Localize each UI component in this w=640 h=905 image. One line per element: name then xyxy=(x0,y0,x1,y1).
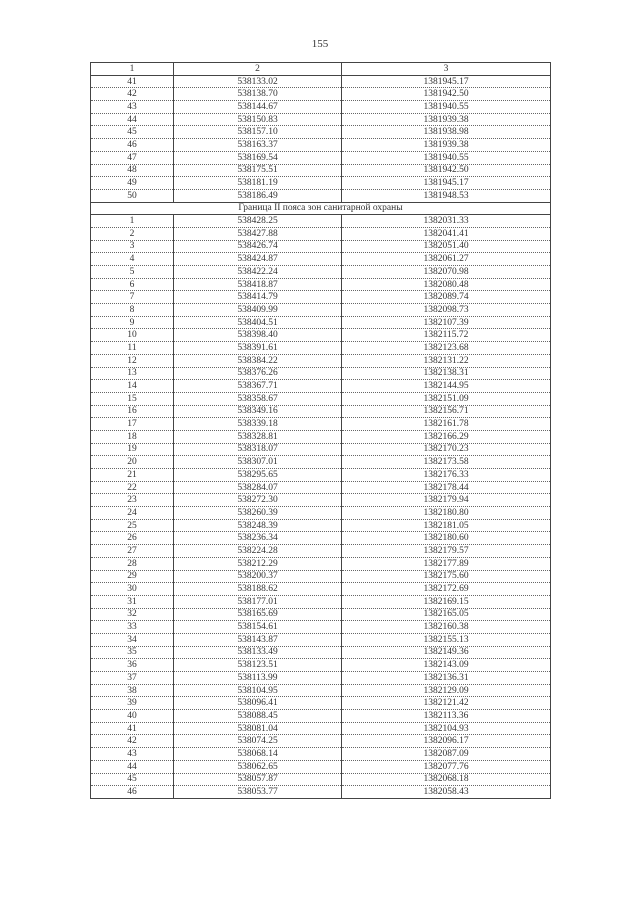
point-number: 16 xyxy=(91,405,174,418)
coordinate-x: 538422.24 xyxy=(174,266,342,279)
point-number: 17 xyxy=(91,418,174,431)
coordinate-y: 1382160.38 xyxy=(342,621,551,634)
table-row xyxy=(91,240,551,253)
table-row xyxy=(91,659,551,672)
coordinate-y: 1382156.71 xyxy=(342,405,551,418)
table-row xyxy=(91,621,551,634)
point-number: 50 xyxy=(91,189,174,202)
table-row xyxy=(91,75,551,88)
coordinate-y: 1382175.60 xyxy=(342,570,551,583)
coordinate-x: 538398.40 xyxy=(174,329,342,342)
point-number: 41 xyxy=(91,75,174,88)
table-row xyxy=(91,443,551,456)
point-number: 36 xyxy=(91,659,174,672)
point-number: 8 xyxy=(91,304,174,317)
coordinate-x: 538144.67 xyxy=(174,101,342,114)
coordinate-y: 1381939.38 xyxy=(342,139,551,152)
point-number: 45 xyxy=(91,773,174,786)
point-number: 28 xyxy=(91,557,174,570)
coordinate-x: 538349.16 xyxy=(174,405,342,418)
coordinate-y: 1382115.72 xyxy=(342,329,551,342)
coordinate-x: 538150.83 xyxy=(174,113,342,126)
coordinate-x: 538409.99 xyxy=(174,304,342,317)
section-title: Граница II пояса зон санитарной охраны xyxy=(91,202,551,215)
table-row xyxy=(91,113,551,126)
coordinate-x: 538248.39 xyxy=(174,519,342,532)
point-number: 42 xyxy=(91,735,174,748)
table-header-row xyxy=(91,63,551,76)
coordinate-x: 538328.81 xyxy=(174,430,342,443)
coordinate-y: 1382068.18 xyxy=(342,773,551,786)
coordinate-y: 1382058.43 xyxy=(342,786,551,799)
coordinate-y: 1381945.17 xyxy=(342,75,551,88)
coordinate-x: 538404.51 xyxy=(174,316,342,329)
coordinate-y: 1381938.98 xyxy=(342,126,551,139)
table-row xyxy=(91,304,551,317)
coordinate-y: 1382080.48 xyxy=(342,278,551,291)
coordinate-y: 1382180.80 xyxy=(342,507,551,520)
coordinate-x: 538138.70 xyxy=(174,88,342,101)
table-row xyxy=(91,164,551,177)
table-row xyxy=(91,722,551,735)
table-row xyxy=(91,595,551,608)
point-number: 22 xyxy=(91,481,174,494)
coordinate-y: 1382087.09 xyxy=(342,748,551,761)
point-number: 45 xyxy=(91,126,174,139)
point-number: 29 xyxy=(91,570,174,583)
point-number: 4 xyxy=(91,253,174,266)
point-number: 44 xyxy=(91,760,174,773)
point-number: 34 xyxy=(91,633,174,646)
point-number: 9 xyxy=(91,316,174,329)
coordinate-y: 1382143.09 xyxy=(342,659,551,672)
coordinate-y: 1382051.40 xyxy=(342,240,551,253)
point-number: 27 xyxy=(91,545,174,558)
point-number: 41 xyxy=(91,722,174,735)
table-row xyxy=(91,405,551,418)
table-row xyxy=(91,418,551,431)
column-header-number: 1 xyxy=(91,63,174,76)
point-number: 5 xyxy=(91,266,174,279)
coordinate-x: 538169.54 xyxy=(174,151,342,164)
point-number: 31 xyxy=(91,595,174,608)
coordinates-table xyxy=(90,62,551,799)
table-row xyxy=(91,278,551,291)
point-number: 47 xyxy=(91,151,174,164)
table-row xyxy=(91,189,551,202)
point-number: 6 xyxy=(91,278,174,291)
coordinate-y: 1382165.05 xyxy=(342,608,551,621)
table-row xyxy=(91,266,551,279)
table-row xyxy=(91,354,551,367)
coordinate-x: 538123.51 xyxy=(174,659,342,672)
coordinate-y: 1382169.15 xyxy=(342,595,551,608)
coordinate-x: 538212.29 xyxy=(174,557,342,570)
coordinate-y: 1382077.76 xyxy=(342,760,551,773)
coordinate-y: 1381942.50 xyxy=(342,164,551,177)
table-row xyxy=(91,735,551,748)
table-row xyxy=(91,227,551,240)
coordinate-y: 1382170.23 xyxy=(342,443,551,456)
point-number: 44 xyxy=(91,113,174,126)
coordinate-y: 1382031.33 xyxy=(342,215,551,228)
point-number: 11 xyxy=(91,342,174,355)
table-row xyxy=(91,748,551,761)
coordinate-y: 1382129.09 xyxy=(342,684,551,697)
coordinate-y: 1382123.68 xyxy=(342,342,551,355)
table-row xyxy=(91,126,551,139)
coordinate-x: 538284.07 xyxy=(174,481,342,494)
table-row xyxy=(91,646,551,659)
coordinate-x: 538163.37 xyxy=(174,139,342,152)
coordinate-x: 538295.65 xyxy=(174,469,342,482)
point-number: 25 xyxy=(91,519,174,532)
coordinate-y: 1382166.29 xyxy=(342,430,551,443)
coordinate-x: 538143.87 xyxy=(174,633,342,646)
coordinate-y: 1382179.57 xyxy=(342,545,551,558)
point-number: 1 xyxy=(91,215,174,228)
coordinate-y: 1382151.09 xyxy=(342,392,551,405)
coordinate-y: 1382180.60 xyxy=(342,532,551,545)
point-number: 12 xyxy=(91,354,174,367)
coordinate-x: 538133.02 xyxy=(174,75,342,88)
point-number: 26 xyxy=(91,532,174,545)
section-row xyxy=(91,202,551,215)
coordinate-x: 538074.25 xyxy=(174,735,342,748)
coordinate-y: 1382121.42 xyxy=(342,697,551,710)
table-row xyxy=(91,633,551,646)
coordinate-y: 1382089.74 xyxy=(342,291,551,304)
coordinate-x: 538260.39 xyxy=(174,507,342,520)
coordinate-x: 538236.34 xyxy=(174,532,342,545)
coordinate-x: 538367.71 xyxy=(174,380,342,393)
point-number: 37 xyxy=(91,672,174,685)
point-number: 14 xyxy=(91,380,174,393)
coordinate-x: 538307.01 xyxy=(174,456,342,469)
coordinate-x: 538358.67 xyxy=(174,392,342,405)
coordinate-y: 1381940.55 xyxy=(342,101,551,114)
table-row xyxy=(91,532,551,545)
table-row xyxy=(91,507,551,520)
coordinate-x: 538318.07 xyxy=(174,443,342,456)
table-row xyxy=(91,545,551,558)
coordinate-y: 1382070.98 xyxy=(342,266,551,279)
coordinate-x: 538272.30 xyxy=(174,494,342,507)
table-row xyxy=(91,672,551,685)
table-row xyxy=(91,430,551,443)
coordinate-x: 538224.28 xyxy=(174,545,342,558)
table-row xyxy=(91,392,551,405)
coordinate-y: 1382144.95 xyxy=(342,380,551,393)
table-row xyxy=(91,608,551,621)
table-row xyxy=(91,177,551,190)
coordinate-y: 1381942.50 xyxy=(342,88,551,101)
point-number: 7 xyxy=(91,291,174,304)
coordinate-x: 538428.25 xyxy=(174,215,342,228)
coordinate-y: 1382107.39 xyxy=(342,316,551,329)
table-row xyxy=(91,456,551,469)
table-row xyxy=(91,291,551,304)
table-row xyxy=(91,469,551,482)
point-number: 24 xyxy=(91,507,174,520)
table-row xyxy=(91,760,551,773)
coordinate-y: 1382177.89 xyxy=(342,557,551,570)
table-row xyxy=(91,519,551,532)
coordinate-y: 1382181.05 xyxy=(342,519,551,532)
coordinate-y: 1382173.58 xyxy=(342,456,551,469)
point-number: 21 xyxy=(91,469,174,482)
coordinate-y: 1382061.27 xyxy=(342,253,551,266)
table-row xyxy=(91,380,551,393)
point-number: 15 xyxy=(91,392,174,405)
coordinate-x: 538165.69 xyxy=(174,608,342,621)
page-number: 155 xyxy=(311,38,329,50)
point-number: 38 xyxy=(91,684,174,697)
point-number: 2 xyxy=(91,227,174,240)
point-number: 33 xyxy=(91,621,174,634)
point-number: 46 xyxy=(91,786,174,799)
coordinate-x: 538384.22 xyxy=(174,354,342,367)
table-row xyxy=(91,253,551,266)
coordinate-y: 1382041.41 xyxy=(342,227,551,240)
column-header-y: 3 xyxy=(342,63,551,76)
coordinate-y: 1382104.93 xyxy=(342,722,551,735)
table-row xyxy=(91,710,551,723)
table-row xyxy=(91,316,551,329)
coordinate-y: 1382098.73 xyxy=(342,304,551,317)
coordinate-x: 538157.10 xyxy=(174,126,342,139)
coordinate-y: 1382176.33 xyxy=(342,469,551,482)
point-number: 48 xyxy=(91,164,174,177)
column-header-x: 2 xyxy=(174,63,342,76)
coordinates-table-body xyxy=(91,63,551,799)
coordinate-y: 1382096.17 xyxy=(342,735,551,748)
point-number: 18 xyxy=(91,430,174,443)
coordinate-x: 538418.87 xyxy=(174,278,342,291)
point-number: 19 xyxy=(91,443,174,456)
coordinate-x: 538339.18 xyxy=(174,418,342,431)
table-row xyxy=(91,773,551,786)
coordinate-x: 538175.51 xyxy=(174,164,342,177)
table-row xyxy=(91,215,551,228)
table-row xyxy=(91,557,551,570)
coordinate-x: 538053.77 xyxy=(174,786,342,799)
coordinate-y: 1382131.22 xyxy=(342,354,551,367)
point-number: 23 xyxy=(91,494,174,507)
point-number: 20 xyxy=(91,456,174,469)
point-number: 35 xyxy=(91,646,174,659)
coordinate-x: 538186.49 xyxy=(174,189,342,202)
table-row xyxy=(91,139,551,152)
coordinate-y: 1382172.69 xyxy=(342,583,551,596)
coordinate-y: 1382113.36 xyxy=(342,710,551,723)
coordinate-y: 1382161.78 xyxy=(342,418,551,431)
point-number: 43 xyxy=(91,748,174,761)
coordinate-x: 538113.99 xyxy=(174,672,342,685)
table-row xyxy=(91,583,551,596)
point-number: 43 xyxy=(91,101,174,114)
coordinate-y: 1382149.36 xyxy=(342,646,551,659)
point-number: 10 xyxy=(91,329,174,342)
table-row xyxy=(91,697,551,710)
table-row xyxy=(91,88,551,101)
table-row xyxy=(91,494,551,507)
coordinate-x: 538057.87 xyxy=(174,773,342,786)
coordinate-y: 1381940.55 xyxy=(342,151,551,164)
coordinate-x: 538424.87 xyxy=(174,253,342,266)
table-row xyxy=(91,101,551,114)
table-row xyxy=(91,342,551,355)
point-number: 46 xyxy=(91,139,174,152)
coordinate-x: 538391.61 xyxy=(174,342,342,355)
coordinate-y: 1382179.94 xyxy=(342,494,551,507)
coordinate-x: 538062.65 xyxy=(174,760,342,773)
table-row xyxy=(91,151,551,164)
coordinate-x: 538177.01 xyxy=(174,595,342,608)
coordinate-y: 1382155.13 xyxy=(342,633,551,646)
coordinate-x: 538096.41 xyxy=(174,697,342,710)
coordinate-x: 538188.62 xyxy=(174,583,342,596)
point-number: 13 xyxy=(91,367,174,380)
coordinate-x: 538133.49 xyxy=(174,646,342,659)
point-number: 42 xyxy=(91,88,174,101)
coordinate-x: 538068.14 xyxy=(174,748,342,761)
table-row xyxy=(91,786,551,799)
coordinate-y: 1381948.53 xyxy=(342,189,551,202)
coordinate-x: 538414.79 xyxy=(174,291,342,304)
coordinate-x: 538426.74 xyxy=(174,240,342,253)
point-number: 30 xyxy=(91,583,174,596)
table-row xyxy=(91,481,551,494)
coordinate-x: 538376.26 xyxy=(174,367,342,380)
coordinate-y: 1382138.31 xyxy=(342,367,551,380)
table-row xyxy=(91,684,551,697)
point-number: 40 xyxy=(91,710,174,723)
coordinate-y: 1382178.44 xyxy=(342,481,551,494)
point-number: 32 xyxy=(91,608,174,621)
coordinate-x: 538181.19 xyxy=(174,177,342,190)
table-row xyxy=(91,570,551,583)
coordinate-x: 538200.37 xyxy=(174,570,342,583)
point-number: 3 xyxy=(91,240,174,253)
point-number: 39 xyxy=(91,697,174,710)
coordinate-y: 1381939.38 xyxy=(342,113,551,126)
coordinate-y: 1381945.17 xyxy=(342,177,551,190)
coordinate-y: 1382136.31 xyxy=(342,672,551,685)
table-row xyxy=(91,329,551,342)
table-row xyxy=(91,367,551,380)
point-number: 49 xyxy=(91,177,174,190)
coordinate-x: 538088.45 xyxy=(174,710,342,723)
coordinate-x: 538154.61 xyxy=(174,621,342,634)
coordinate-x: 538427.88 xyxy=(174,227,342,240)
coordinate-x: 538104.95 xyxy=(174,684,342,697)
coordinate-x: 538081.04 xyxy=(174,722,342,735)
